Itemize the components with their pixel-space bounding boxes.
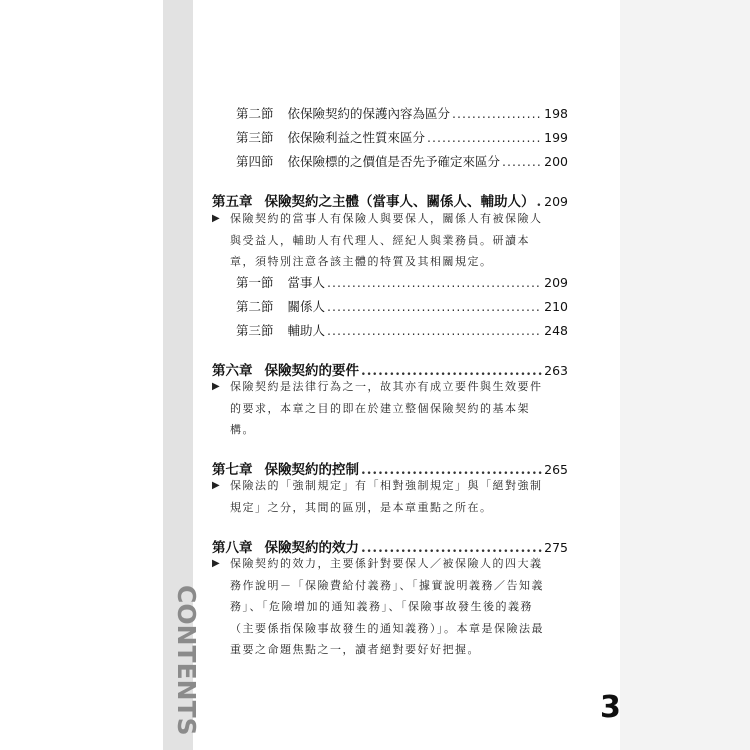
page-number: 3 <box>600 690 621 725</box>
chapter-description: ▶ 保險契約的當事人有保險人與要保人，關係人有被保險人與受益人，輔助人有代理人、經紀人與業務員。研讀本章，須特別注意各該主體的特質及其相關規定。 <box>226 208 548 273</box>
page-ref: 198 <box>544 106 568 121</box>
toc-chapter-entry[interactable]: 第六章 保險契約的要件 ..... 263 <box>212 359 568 379</box>
chapter-description: ▶ 保險契約是法律行為之一，故其亦有成立要件與生效要件的要求，本章之目的即在於建立整個保險契約的基本架構。 <box>226 376 548 441</box>
toc-section-entry[interactable]: 第三節 依保險利益之性質來區分 ..... 199 <box>236 128 568 146</box>
page-ref: 209 <box>544 275 568 290</box>
toc-section-entry[interactable]: 第四節 依保險標的之價值是否先予確定來區分 ..... 200 <box>236 152 568 170</box>
arrow-icon: ▶ <box>212 480 222 491</box>
page-ref: 248 <box>544 323 568 338</box>
toc-section-entry[interactable]: 第三節 輔助人 ..... 248 <box>236 321 568 339</box>
page-ref: 265 <box>544 462 568 477</box>
page-ref: 209 <box>544 194 568 209</box>
arrow-icon: ▶ <box>212 381 222 392</box>
page-ref: 263 <box>544 363 568 378</box>
toc-section-entry[interactable]: 第一節 當事人 ..... 209 <box>236 273 568 291</box>
toc-section-entry[interactable]: 第二節 關係人 ..... 210 <box>236 297 568 315</box>
toc-chapter-entry[interactable]: 第七章 保險契約的控制 ..... 265 <box>212 458 568 478</box>
toc-chapter-entry[interactable]: 第五章 保險契約之主體（當事人、關係人、輔助人） ..... 209 <box>212 190 568 210</box>
arrow-icon: ▶ <box>212 558 222 569</box>
page-ref: 200 <box>544 154 568 169</box>
arrow-icon: ▶ <box>212 213 222 224</box>
page-ref: 210 <box>544 299 568 314</box>
page-ref: 275 <box>544 540 568 555</box>
contents-side-label: CONTENTS <box>172 585 201 736</box>
chapter-description: ▶ 保險法的「強制規定」有「相對強制規定」與「絕對強制規定」之分，其間的區別，是本章重點之所在。 <box>226 475 548 518</box>
page-ref: 199 <box>544 130 568 145</box>
chapter-description: ▶ 保險契約的效力，主要係針對要保人／被保險人的四大義務作說明－「保險費給付義務」、「據實說明義務／告知義務」、「危險增加的通知義務」、「保險事故發生後的義務（主要係指保險事故發生的通知義務）」。本章是保險法最重要之命題焦點之一，讀者絕對要好好把握。 <box>226 553 548 661</box>
toc-section-entry[interactable]: 第二節 依保險契約的保護內容為區分 ..... 198 <box>236 104 568 122</box>
toc-chapter-entry[interactable]: 第八章 保險契約的效力 ..... 275 <box>212 536 568 556</box>
